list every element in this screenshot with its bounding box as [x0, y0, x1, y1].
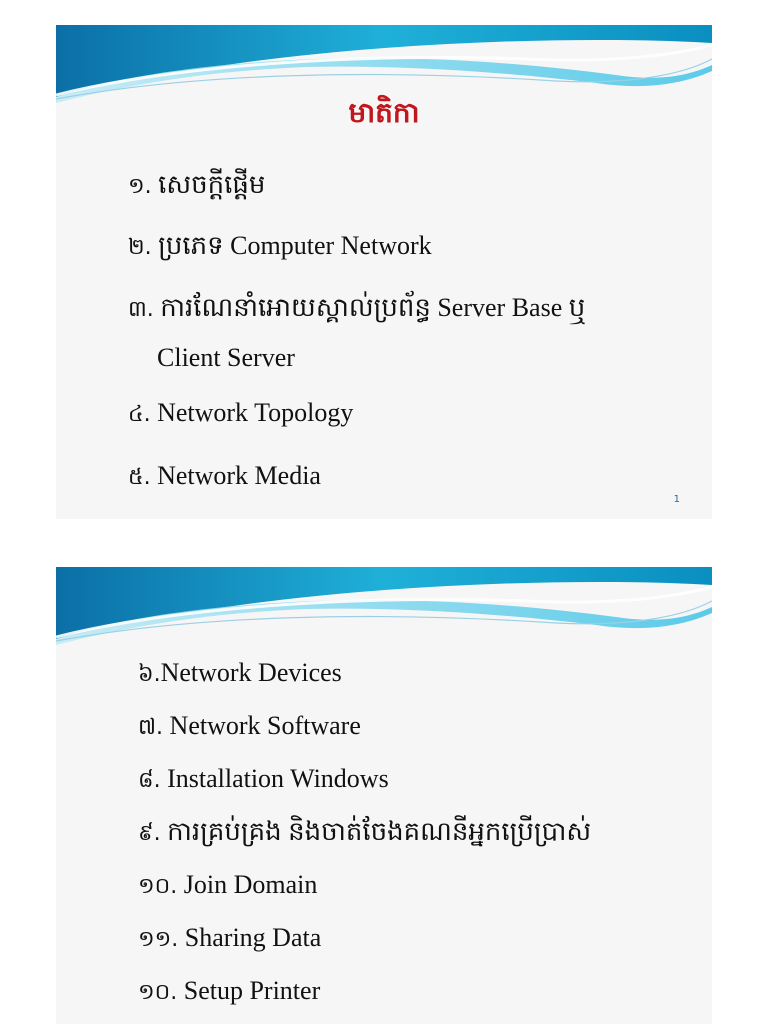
item-text: ការណែនាំអោយស្គាល់ប្រព័ន្ធ Server Base ឬ: [160, 293, 586, 322]
slide-2: [56, 567, 712, 1024]
item-text: Join Domain: [183, 870, 318, 899]
list-item: [128, 398, 353, 430]
item-number: ១១.: [138, 927, 179, 952]
list-item: [138, 870, 317, 902]
item-number: ១.: [128, 174, 152, 199]
page-number: 1: [673, 494, 680, 505]
slide-2-header-banner: [56, 567, 712, 647]
item-text: Installation Windows: [167, 764, 389, 793]
list-item: [128, 170, 265, 202]
item-text: Network Software: [169, 711, 361, 740]
item-number: ១០.: [138, 874, 178, 899]
item-text: Network Media: [157, 461, 321, 490]
item-number: ២.: [128, 235, 152, 260]
item-text: Network Topology: [157, 398, 354, 427]
list-item: [138, 764, 389, 796]
list-item: [138, 658, 342, 690]
item-number: ៩.: [138, 821, 161, 846]
item-number: ៥.: [128, 465, 151, 490]
list-item: [138, 976, 320, 1008]
slide-1: [56, 25, 712, 519]
item-number: ១០.: [138, 980, 178, 1005]
list-item: [138, 711, 361, 743]
list-item-continuation: Client Server: [157, 343, 295, 372]
item-number: ៤.: [128, 402, 151, 427]
item-text: ប្រភេទ Computer Network: [158, 231, 432, 260]
item-text: Network Devices: [160, 658, 342, 687]
item-number: ៦.: [138, 662, 161, 687]
slide-1-header-banner: [56, 25, 712, 105]
item-text: ការគ្រប់គ្រង និងចាត់ចែងគណនីអ្នកប្រើប្រាស់: [167, 817, 592, 846]
item-number: ៧.: [138, 715, 164, 740]
item-text: Sharing Data: [184, 923, 322, 952]
item-number: ៨.: [138, 768, 161, 793]
list-item: [138, 817, 591, 849]
list-item: [128, 231, 432, 263]
list-item: [138, 923, 321, 955]
item-text: Setup Printer: [183, 976, 321, 1005]
list-item: [128, 293, 585, 325]
page-title: មាតិកា: [348, 96, 420, 129]
list-item: [128, 461, 321, 493]
item-text: សេចក្តីផ្តើម: [158, 170, 266, 199]
item-number: ៣.: [128, 297, 154, 322]
